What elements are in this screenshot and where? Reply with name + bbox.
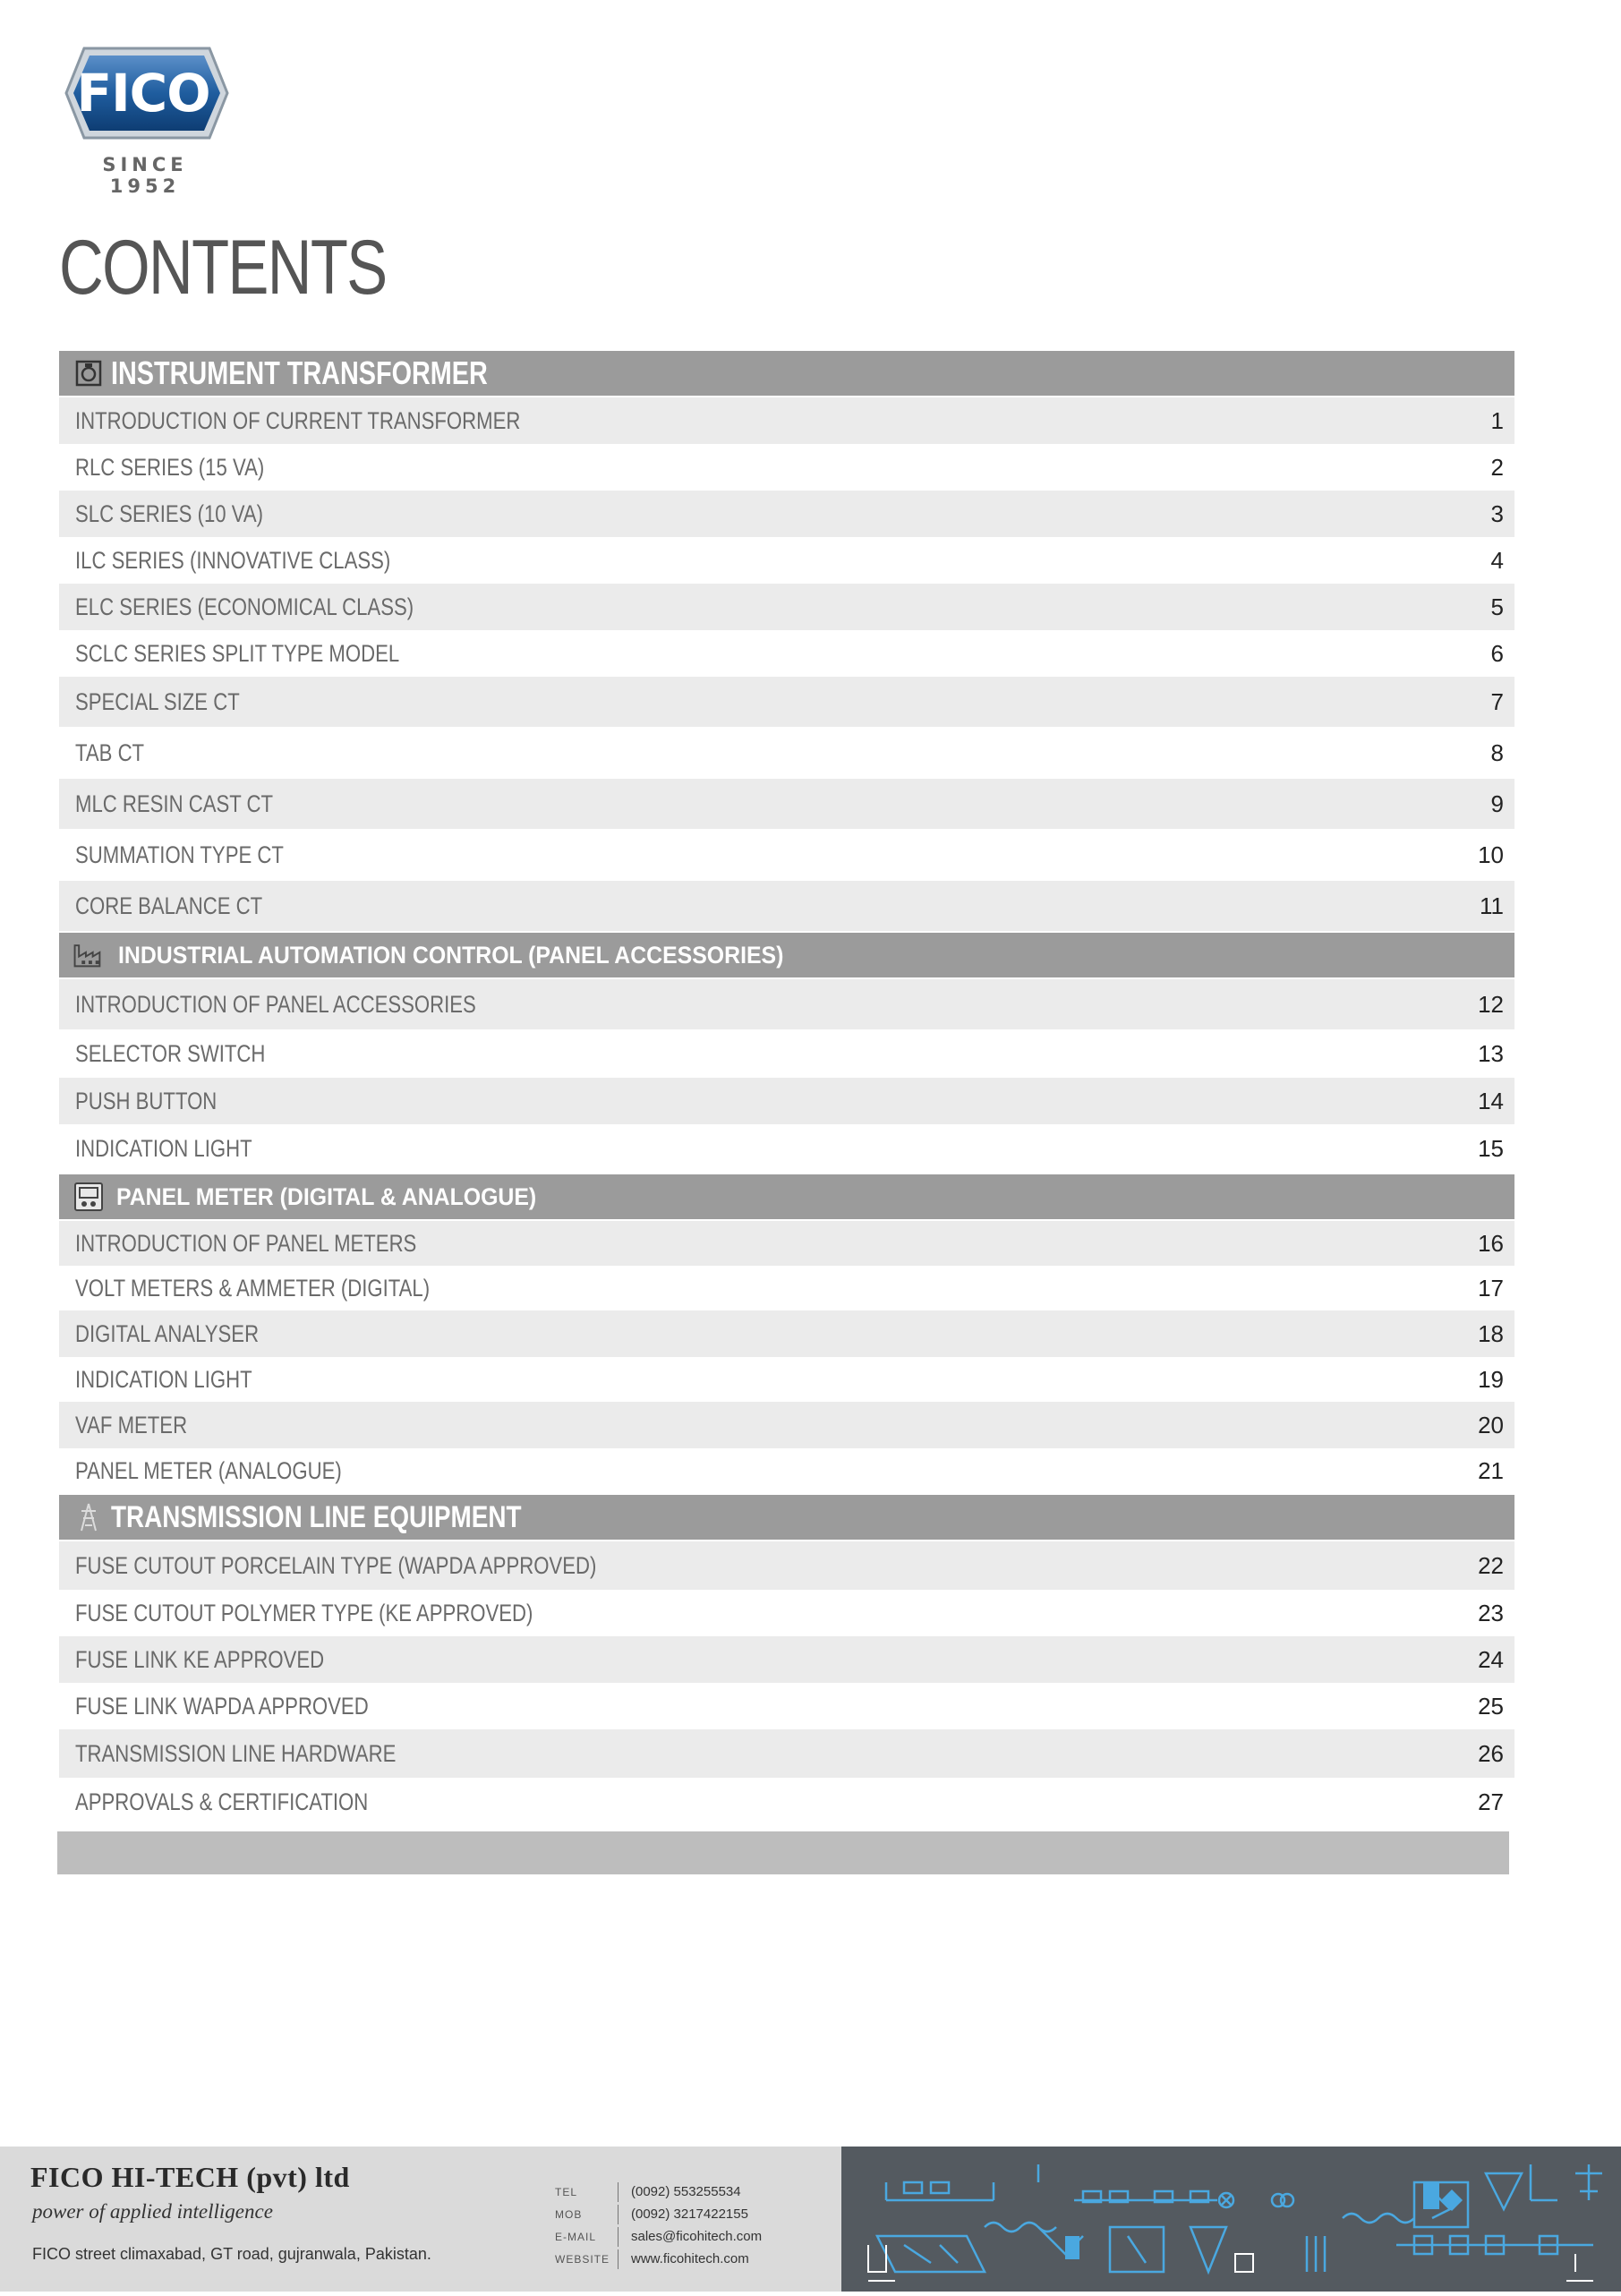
toc-label: DIGITAL ANALYSER [75,1319,260,1347]
contact-value[interactable]: www.ficohitech.com [631,2251,749,2266]
toc-row[interactable] [59,537,1514,584]
contact-website [555,2248,762,2270]
toc-row[interactable] [59,1029,1514,1078]
toc-page: 1 [1490,406,1504,434]
toc-page: 25 [1478,1692,1504,1720]
fico-logo [63,41,231,197]
toc-row[interactable] [59,1402,1514,1448]
toc-page: 13 [1478,1039,1504,1067]
toc-row[interactable] [59,1448,1514,1493]
toc-page: 7 [1490,687,1504,715]
toc-page: 16 [1478,1229,1504,1257]
toc-page: 12 [1478,990,1504,1018]
toc-label: INTRODUCTION OF PANEL ACCESSORIES [75,990,476,1018]
toc-row[interactable] [59,881,1514,931]
contact-value[interactable]: (0092) 553255534 [631,2184,741,2199]
toc-row[interactable] [59,1221,1514,1266]
toc-page: 21 [1478,1456,1504,1484]
toc-label: SELECTOR SWITCH [75,1039,266,1067]
toc-page: 6 [1490,639,1504,667]
toc-page: 11 [1480,892,1504,919]
toc-row[interactable] [59,630,1514,677]
toc-page: 22 [1478,1551,1504,1579]
section-industrial-automation [59,933,1514,977]
toc-label: PUSH BUTTON [75,1087,218,1114]
toc-row[interactable] [59,584,1514,630]
company-address: FICO street climaxabad, GT road, gujranwala, Pakistan. [32,2245,431,2263]
toc-page: 3 [1490,499,1504,527]
circuit-diagram-graphic [841,2147,1621,2292]
contact-key: E-MAIL [555,2230,597,2243]
page-footer [0,2147,1621,2292]
toc-label: VAF METER [75,1411,188,1438]
toc-label: TAB CT [75,738,145,766]
toc-label: TRANSMISSION LINE HARDWARE [75,1739,397,1767]
toc-row[interactable] [59,1541,1514,1590]
toc-label: APPROVALS & CERTIFICATION [75,1788,369,1815]
toc-row[interactable] [59,677,1514,727]
ct-icon [73,358,104,388]
toc-label: SLC SERIES (10 VA) [75,499,263,527]
toc-page: 18 [1478,1319,1504,1347]
toc-row[interactable] [59,1310,1514,1357]
toc-row[interactable] [59,727,1514,779]
toc-label: SPECIAL SIZE CT [75,687,240,715]
toc-page: 24 [1478,1645,1504,1673]
toc-page: 27 [1478,1788,1504,1815]
contact-key: TEL [555,2185,578,2198]
toc-label: MLC RESIN CAST CT [75,790,274,817]
toc-label: RLC SERIES (15 VA) [75,453,265,481]
toc-label: INDICATION LIGHT [75,1134,252,1162]
toc-page: 9 [1490,790,1504,817]
toc-label: PANEL METER (ANALOGUE) [75,1456,342,1484]
toc-label: SUMMATION TYPE CT [75,841,284,868]
table-of-contents [59,349,1514,1826]
contact-key: MOB [555,2207,583,2221]
toc-row[interactable] [59,829,1514,881]
toc-label: INDICATION LIGHT [75,1365,252,1393]
contact-key: WEBSITE [555,2252,610,2266]
meter-icon [73,1182,104,1212]
toc-label: FUSE CUTOUT PORCELAIN TYPE (WAPDA APPROVED) [75,1551,597,1579]
contact-mob [555,2203,762,2225]
toc-label: ILC SERIES (INNOVATIVE CLASS) [75,546,391,574]
toc-row[interactable] [59,979,1514,1029]
toc-page: 2 [1490,453,1504,481]
toc-row[interactable] [59,1636,1514,1683]
toc-row[interactable] [59,1683,1514,1729]
toc-label: INTRODUCTION OF CURRENT TRANSFORMER [75,406,521,434]
toc-row[interactable] [59,1078,1514,1124]
toc-row[interactable] [59,1266,1514,1310]
toc-label: VOLT METERS & AMMETER (DIGITAL) [75,1274,431,1302]
toc-label: FUSE LINK KE APPROVED [75,1645,325,1673]
toc-page: 4 [1490,546,1504,574]
toc-label: ELC SERIES (ECONOMICAL CLASS) [75,593,414,620]
toc-row[interactable] [59,1357,1514,1402]
toc-page: 10 [1478,841,1504,868]
toc-row[interactable] [59,1729,1514,1778]
logo-brand: FICO [76,63,210,124]
section-title: INSTRUMENT TRANSFORMER [111,354,488,391]
company-tagline: power of applied intelligence [32,2200,273,2223]
contact-value[interactable]: sales@ficohitech.com [631,2229,763,2244]
toc-label: FUSE CUTOUT POLYMER TYPE (KE APPROVED) [75,1599,533,1626]
company-name: FICO HI-TECH (pvt) ltd [30,2161,350,2193]
page-title: CONTENTS [59,225,387,311]
toc-row[interactable] [59,444,1514,491]
logo-since: SINCE 1952 [102,154,188,197]
toc-page: 23 [1478,1599,1504,1626]
contact-email [555,2225,762,2248]
contact-value[interactable]: (0092) 3217422155 [631,2206,748,2222]
toc-row[interactable] [59,1124,1514,1173]
toc-page: 8 [1490,738,1504,766]
contact-block [555,2181,762,2270]
toc-page: 15 [1478,1134,1504,1162]
toc-page: 17 [1478,1274,1504,1302]
footer-info [0,2147,841,2292]
pylon-icon [73,1502,104,1532]
toc-page: 26 [1478,1739,1504,1767]
toc-row[interactable] [59,1778,1514,1826]
factory-icon [73,940,104,970]
contents-end-bar [57,1831,1509,1874]
toc-page: 5 [1490,593,1504,620]
toc-label: SCLC SERIES SPLIT TYPE MODEL [75,639,400,667]
section-title: INDUSTRIAL AUTOMATION CONTROL (PANEL ACCESSORIES) [118,941,784,969]
toc-page: 14 [1478,1087,1504,1114]
toc-label: CORE BALANCE CT [75,892,263,919]
circuit-diagram-icon [841,2147,1621,2292]
section-title: PANEL METER (DIGITAL & ANALOGUE) [116,1182,537,1210]
toc-row[interactable] [59,491,1514,537]
toc-label: FUSE LINK WAPDA APPROVED [75,1692,369,1720]
contact-tel [555,2181,762,2203]
toc-page: 19 [1478,1365,1504,1393]
section-title: TRANSMISSION LINE EQUIPMENT [111,1499,522,1534]
section-instrument-transformer [59,351,1514,396]
toc-row[interactable] [59,779,1514,829]
toc-label: INTRODUCTION OF PANEL METERS [75,1229,417,1257]
section-transmission-line [59,1495,1514,1540]
section-panel-meter [59,1174,1514,1219]
toc-page: 20 [1478,1411,1504,1438]
toc-row[interactable] [59,397,1514,444]
toc-row[interactable] [59,1590,1514,1636]
